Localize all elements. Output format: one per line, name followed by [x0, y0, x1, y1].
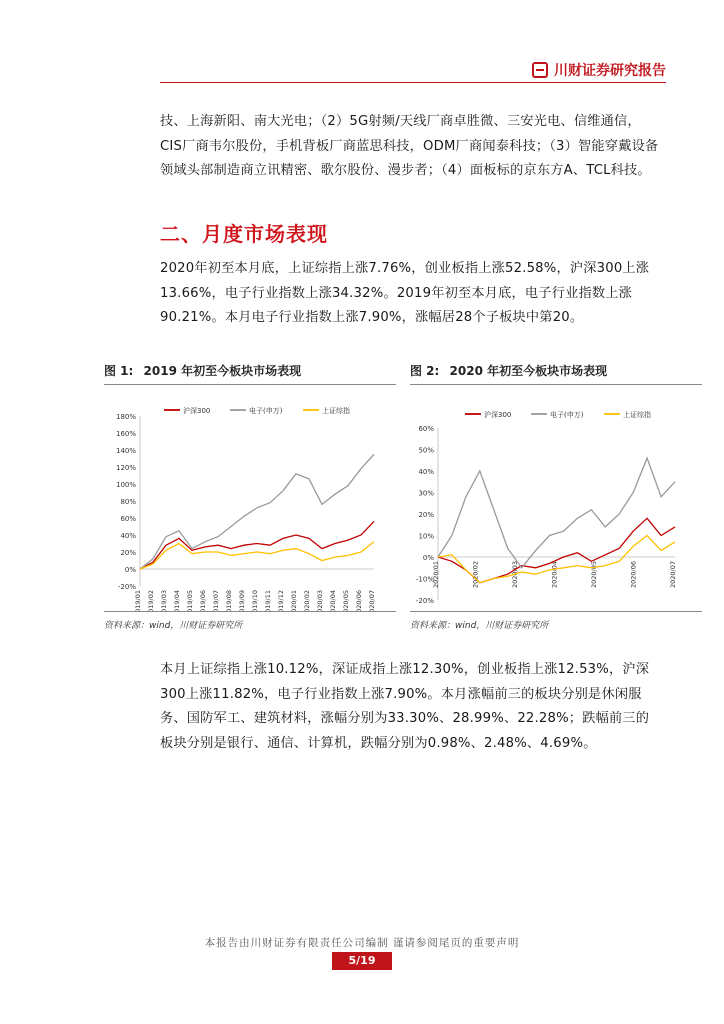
x-tick-label: 2019/01	[134, 590, 142, 611]
y-tick-label: 120%	[115, 464, 136, 472]
figure-2-chart	[410, 385, 690, 611]
x-tick-label: 2020/05	[590, 561, 598, 589]
intro-paragraph: 技、上海新阳、南大光电；（2）5G射频/天线厂商卓胜微、三安光电、信维通信，CIS厂商韦尔股份，手机背板厂商蓝思科技，ODM厂商闻泰科技；（3）智能穿戴设备领域头部制造商立讯精密、歌尔股份、漫步者；（4）面板标的京东方A、TCL科技。	[160, 114, 659, 178]
header-divider	[160, 82, 666, 83]
x-tick-label: 2019/05	[186, 590, 194, 611]
figure-1-title: 2019 年初至今板块市场表现	[143, 364, 302, 378]
x-tick-label: 2019/10	[251, 590, 259, 611]
y-tick-label: 0%	[422, 554, 434, 562]
x-tick-label: 2020/01	[432, 561, 440, 589]
x-tick-label: 2019/08	[225, 590, 233, 611]
x-tick-label: 2019/04	[173, 590, 181, 611]
header-brand	[532, 60, 666, 80]
series-line-1	[438, 458, 675, 568]
y-tick-label: -20%	[415, 597, 434, 605]
x-tick-label: 2020/06	[629, 561, 638, 589]
series-line-2	[140, 542, 374, 569]
x-tick-label: 2020/01	[290, 590, 298, 611]
x-tick-label: 2019/02	[147, 590, 155, 611]
company-logo-icon	[532, 62, 548, 78]
figure-2-chart-area	[410, 385, 702, 611]
y-tick-label: 60%	[418, 425, 434, 433]
figure-2-title: 2020 年初至今板块市场表现	[449, 364, 608, 378]
figure-1-chart	[104, 385, 396, 611]
x-tick-label: 2020/04	[329, 590, 337, 611]
y-tick-label: 20%	[120, 549, 136, 557]
x-tick-label: 2019/06	[199, 590, 207, 611]
legend-label-1: 电子(申万)	[550, 411, 584, 419]
footer-disclaimer: 本报告由川财证券有限责任公司编制 谨请参阅尾页的重要声明	[204, 937, 520, 949]
figure-1-source: 资料来源：wind，川财证券研究所	[104, 621, 243, 631]
legend-label-2: 上证综指	[623, 411, 651, 419]
y-tick-label: 20%	[418, 511, 434, 519]
legend-label-0: 沪深300	[183, 407, 211, 415]
legend-label-1: 电子(申万)	[249, 407, 283, 415]
x-tick-label: 2020/07	[669, 561, 677, 589]
x-tick-label: 2020/07	[368, 590, 376, 611]
y-tick-label: 50%	[418, 446, 434, 455]
y-tick-label: 40%	[120, 532, 136, 540]
x-tick-label: 2019/07	[212, 590, 220, 611]
brand-name: 川财证券研究报告	[554, 63, 666, 79]
y-tick-label: -10%	[415, 575, 434, 584]
x-tick-label: 2020/02	[471, 561, 480, 589]
y-tick-label: 140%	[115, 447, 136, 455]
figure-1-number: 图 1:	[104, 364, 134, 378]
y-tick-label: 80%	[120, 498, 136, 506]
x-tick-label: 2020/05	[342, 590, 350, 611]
y-tick-label: 10%	[418, 532, 434, 541]
x-tick-label: 2019/09	[238, 590, 246, 611]
x-tick-label: 2020/02	[303, 590, 311, 611]
x-tick-label: 2020/03	[511, 561, 519, 589]
figure-2	[410, 362, 702, 631]
x-tick-label: 2019/03	[160, 590, 168, 611]
figure-2-source: 资料来源：wind，川财证券研究所	[410, 621, 549, 631]
y-tick-label: -20%	[117, 583, 136, 591]
y-tick-label: 100%	[115, 481, 136, 489]
legend-label-0: 沪深300	[484, 411, 512, 419]
page-number: 5/19	[332, 952, 392, 970]
x-tick-label: 2020/04	[550, 561, 559, 589]
legend-label-2: 上证综指	[322, 407, 350, 415]
market-paragraph: 2020年初至本月底，上证综指上涨7.76%，创业板指上涨52.58%，沪深300上涨13.66%，电子行业指数上涨34.32%。2019年初至本月底，电子行业指数上涨90.21%。本月电子行业指数上涨7.90%，涨幅居28个子板块中第20。	[160, 261, 650, 325]
section-title: 二、月度市场表现	[160, 222, 328, 246]
x-tick-label: 2019/12	[277, 590, 285, 611]
y-tick-label: 160%	[115, 430, 136, 438]
y-tick-label: 60%	[120, 515, 136, 523]
summary-paragraph: 本月上证综指上涨10.12%，深证成指上涨12.30%，创业板指上涨12.53%，沪深300上涨11.82%，电子行业指数上涨7.90%。本月涨幅前三的板块分别是休闲服务、国防军工、建筑材料，涨幅分别为33.30%、28.99%、22.28%；跌幅前三的板块分别是银行、通信、计算机，跌幅分别为0.98%、2.48%、4.69%。	[160, 662, 650, 751]
figure-1	[104, 362, 396, 631]
figure-1-chart-area	[104, 385, 396, 611]
x-tick-label: 2020/06	[355, 590, 363, 611]
y-tick-label: 40%	[418, 468, 434, 476]
x-tick-label: 2020/03	[316, 590, 324, 611]
figure-2-number: 图 2:	[410, 364, 440, 378]
x-tick-label: 2019/11	[264, 590, 272, 611]
y-tick-label: 180%	[115, 413, 136, 421]
y-tick-label: 0%	[124, 566, 136, 574]
y-tick-label: 30%	[418, 489, 434, 498]
